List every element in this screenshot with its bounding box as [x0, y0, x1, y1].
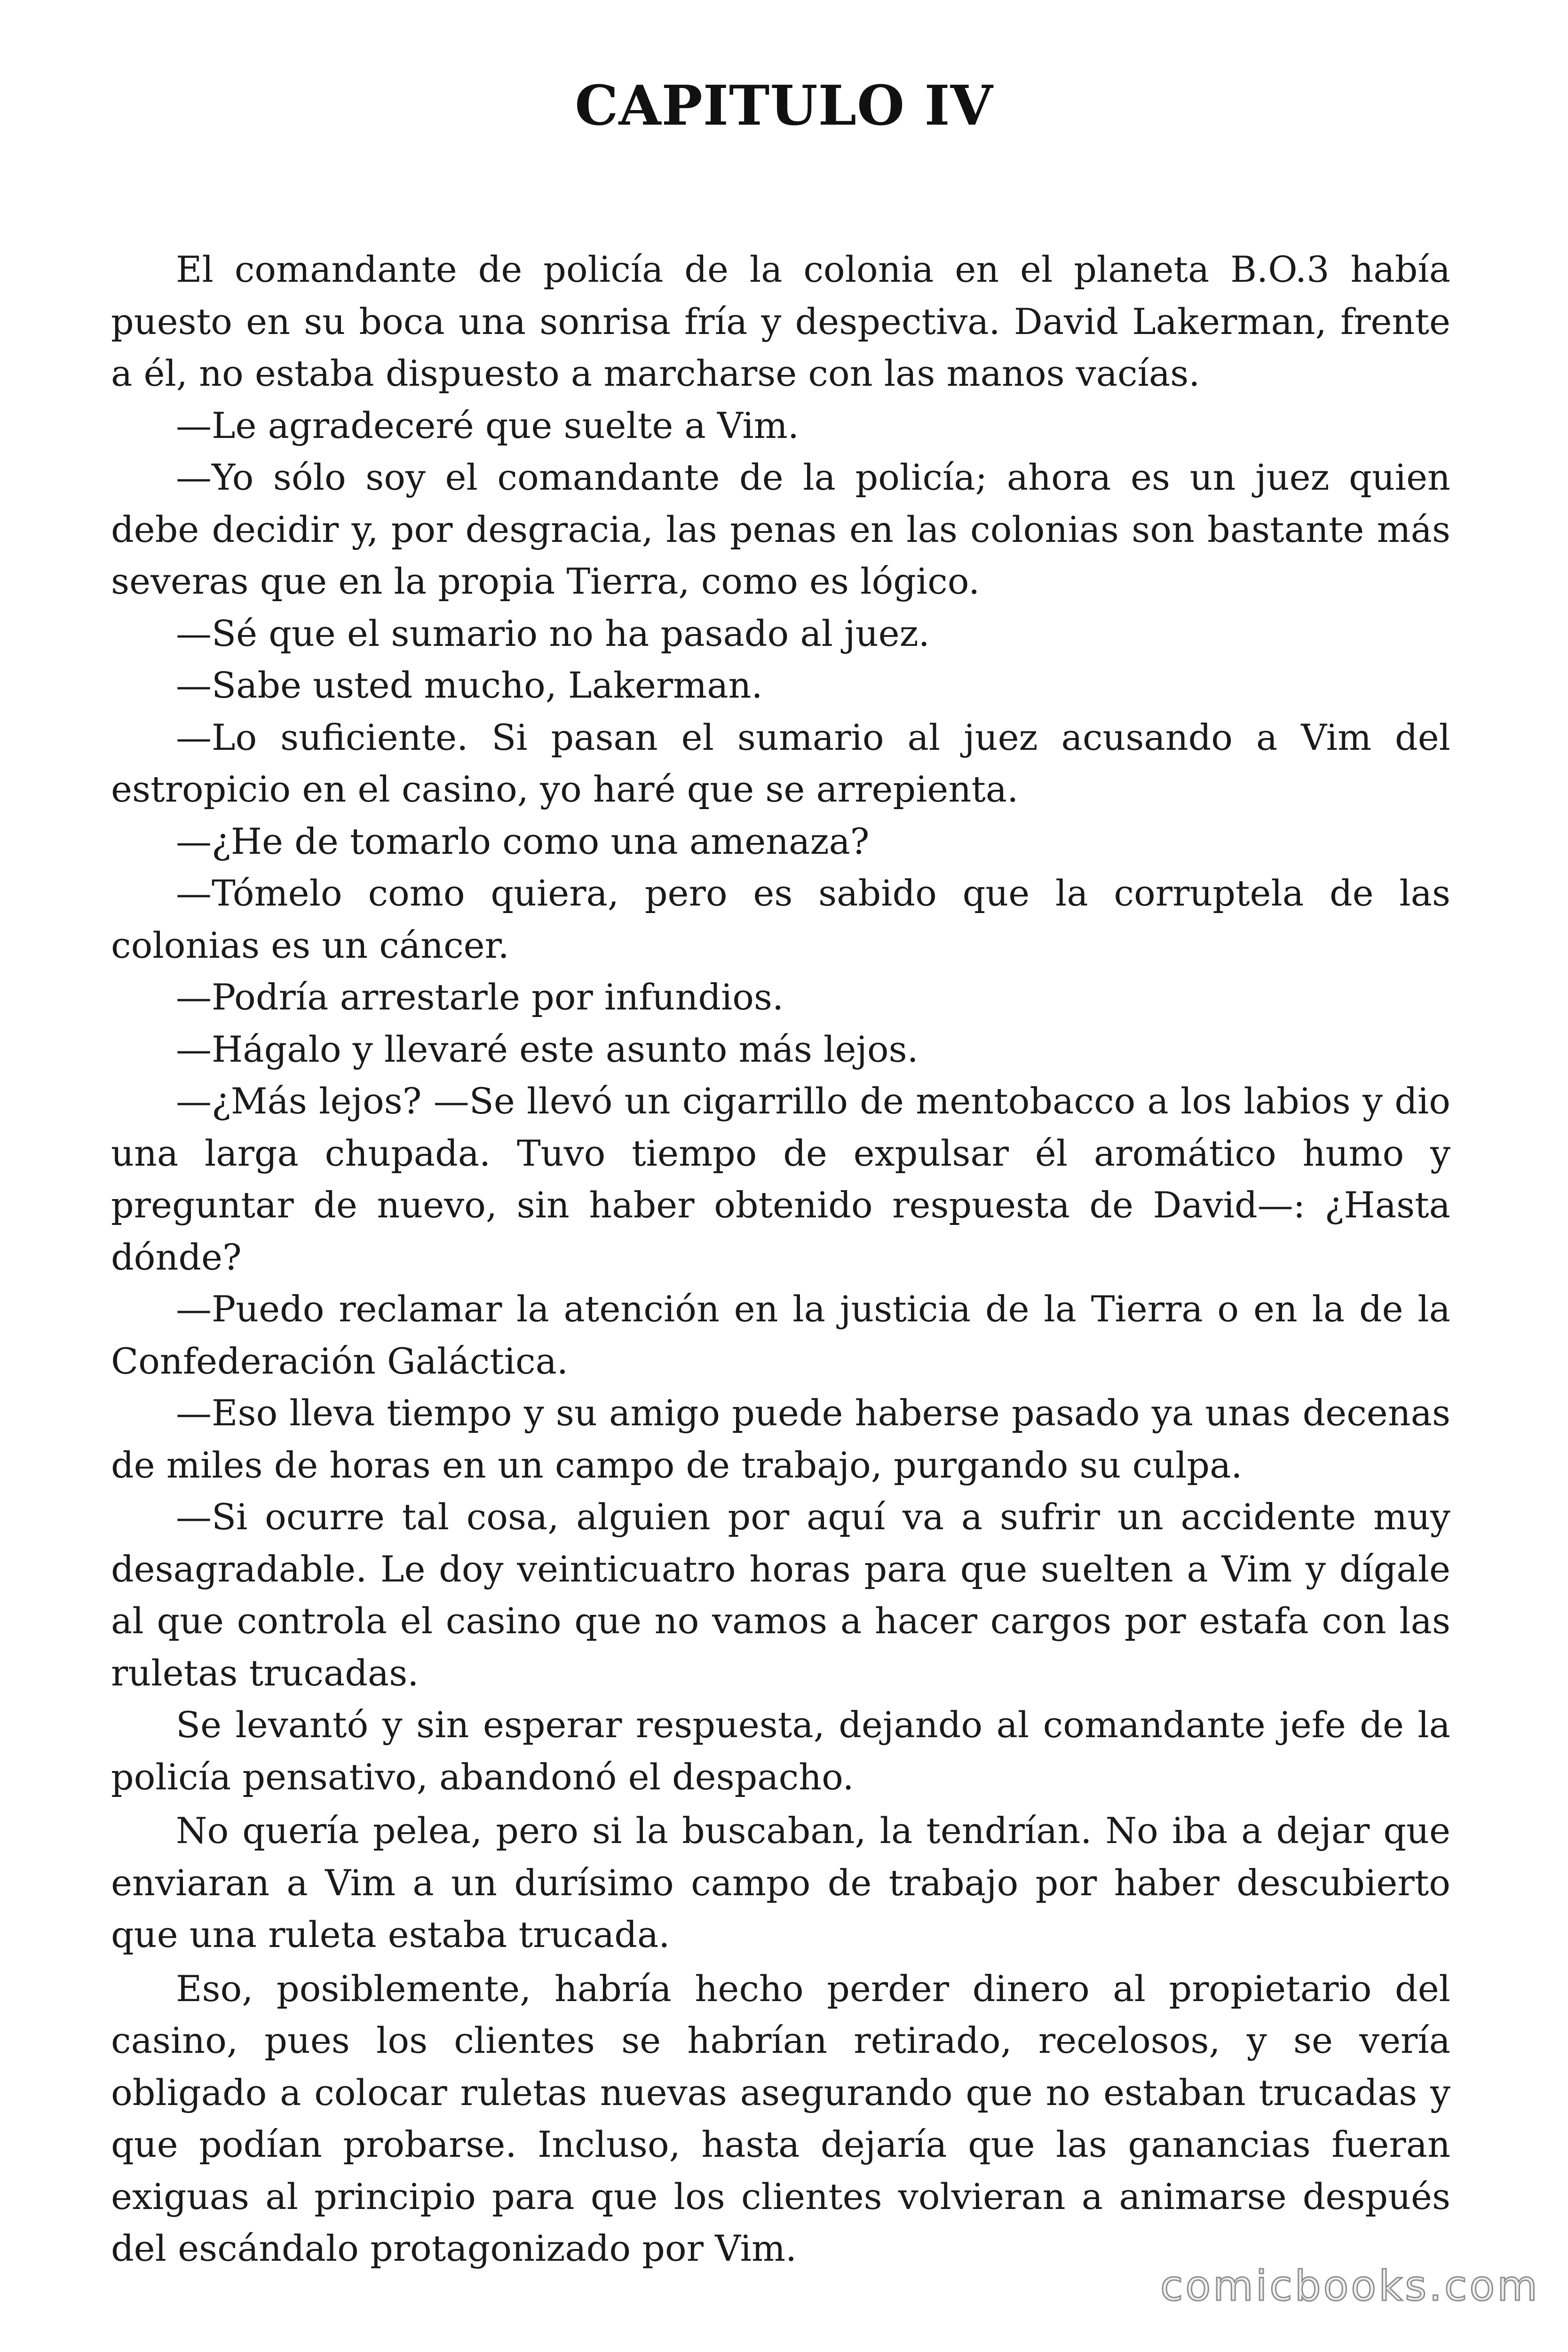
paragraph: —Hágalo y llevaré este asunto más lejos.	[176, 1028, 919, 1070]
paragraph: —¿He de tomarlo como una amenaza?	[176, 820, 870, 862]
paragraph: —Sabe usted mucho, Lakerman.	[176, 664, 763, 706]
chapter-title: CAPITULO IV	[575, 74, 993, 138]
paragraph: —Le agradeceré que suelte a Vim.	[176, 404, 800, 446]
chapter-body	[111, 244, 1450, 2275]
paragraph: —Lo suficiente. Si pasan el sumario al juez acusando a Vim del estropicio en el casino, yo haré que se arrepienta.	[111, 716, 1450, 810]
paragraph: —¿Más lejos? —Se llevó un cigarrillo de mentobacco a los labios y dio una larga chupada. Tuvo tiempo de expulsar él aromático humo y preguntar de nuevo, sin haber obtenido respuesta de David—: ¿Hasta dónde?	[111, 1080, 1450, 1278]
paragraph: —Yo sólo soy el comandante de la policía; ahora es un juez quien debe decidir y, por desgracia, las penas en las colonias son bastante más severas que en la propia Tierra, como es lógico.	[111, 456, 1450, 602]
paragraph: —Sé que el sumario no ha pasado al juez.	[176, 612, 930, 654]
paragraph: El comandante de policía de la colonia en el planeta B.O.3 había puesto en su boca una sonrisa fría y despectiva. David Lakerman, frente a él, no estaba dispuesto a marcharse con las manos vacías.	[111, 248, 1450, 394]
paragraph: —Tómelo como quiera, pero es sabido que la corruptela de las colonias es un cáncer.	[111, 872, 1450, 966]
paragraph: Eso, posiblemente, habría hecho perder dinero al propietario del casino, pues los clientes se habrían retirado, recelosos, y se vería obligado a colocar ruletas nuevas asegurando que no estaban trucadas y que podían probarse. Incluso, hasta dejaría que las ganancias fueran exiguas al principio para que los clientes volvieran a animarse después del escándalo protagonizado por Vim.	[111, 1967, 1450, 2269]
paragraph: No quería pelea, pero si la buscaban, la tendrían. No iba a dejar que enviaran a Vim a un durísimo campo de trabajo por haber descubierto que una ruleta estaba trucada.	[111, 1810, 1450, 1955]
paragraph: —Puedo reclamar la atención en la justicia de la Tierra o en la de la Confederación Galáctica.	[111, 1288, 1450, 1382]
paragraph: —Podría arrestarle por infundios.	[176, 976, 784, 1018]
paragraph: —Eso lleva tiempo y su amigo puede haberse pasado ya unas decenas de miles de horas en un campo de trabajo, purgando su culpa.	[111, 1392, 1450, 1486]
paragraph: Se levantó y sin esperar respuesta, dejando al comandante jefe de la policía pensativo, abandonó el despacho.	[111, 1704, 1450, 1798]
watermark-logo: comicbooks.com	[1160, 2262, 1540, 2310]
paragraph: —Si ocurre tal cosa, alguien por aquí va a sufrir un accidente muy desagradable. Le doy veinticuatro horas para que suelten a Vim y dígale al que controla el casino que no vamos a hacer cargos por estafa con las ruletas trucadas.	[111, 1496, 1450, 1694]
